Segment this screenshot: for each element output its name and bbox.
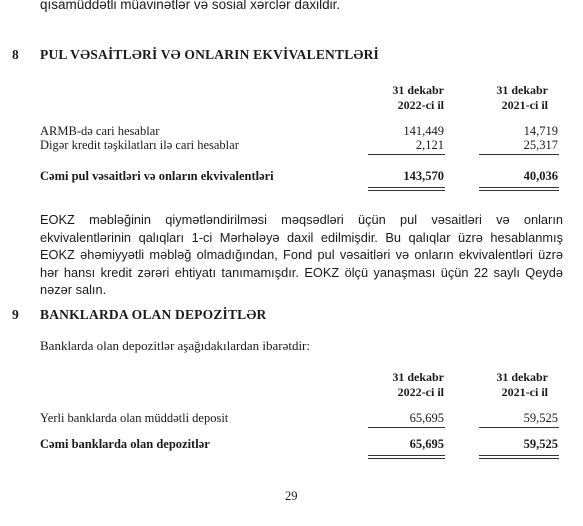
s9-subtotal-rule-2022 [368, 427, 445, 428]
s9-row-1-2022: 65,695 [409, 411, 444, 425]
s8-row-2-2022: 2,121 [415, 138, 444, 152]
section-8-title: PUL VƏSAİTLƏRİ VƏ ONLARIN EKVİVALENTLƏRİ [40, 47, 379, 62]
s8-total-2022: 143,570 [403, 169, 444, 183]
s9-subtotal-rule-2021 [479, 427, 559, 428]
s9-col-2021-header [448, 370, 548, 400]
s8-col-2021-line2: 2021-ci il [501, 98, 548, 112]
section-8-number: 8 [12, 47, 19, 62]
s9-total-2022: 65,695 [409, 437, 444, 451]
s8-col-2022-line1: 31 dekabr [392, 83, 444, 97]
s8-ecl-paragraph: EOKZ məbləğinin qiymətləndirilməsi məqsədləri üçün pul vəsaitləri və onların ekvivalentlərinin qalıqları 1-ci Mərhələyə daxil edilmişdir. Bu qalıqlar üzrə hesablanmış EOKZ əhəmiyyətli məbləğ olmadığından, Fond pul vəsaitləri və onların ekvivalentləri üzrə hər hansı kredit zərəri ehtiyatı tanımamışdır. EOKZ ölçü yanaşması üçün 22 saylı Qeydə nəzər salın. [40, 212, 563, 297]
continuation-text: qısamüddətli müavinətlər və sosial xərclər daxildir. [40, 0, 341, 12]
s9-total-label: Cəmi banklarda olan depozitlər [40, 437, 210, 451]
s8-total-rule-2022-b [368, 190, 445, 191]
s9-col-2022-header [344, 370, 444, 400]
s8-total-2021: 40,036 [523, 169, 558, 183]
s9-row-1-label: Yerli banklarda olan müddətli deposit [40, 411, 229, 425]
section-9-title: BANKLARDA OLAN DEPOZİTLƏR [40, 307, 267, 322]
s8-subtotal-rule-2021 [479, 154, 559, 155]
s8-total-label: Cəmi pul vəsaitləri və onların ekvivalentləri [40, 169, 274, 183]
s8-row-2-2021: 25,317 [523, 138, 558, 152]
s8-row-1-2022: 141,449 [403, 124, 444, 138]
s9-total-rule-2021-a [479, 455, 559, 456]
s9-row-1-2021: 59,525 [523, 411, 558, 425]
s8-total-rule-2021-b [479, 190, 559, 191]
s8-subtotal-rule-2022 [368, 154, 445, 155]
s9-total-rule-2022-b [368, 458, 445, 459]
s9-col-2022-line1: 31 dekabr [392, 370, 444, 384]
s9-total-rule-2021-b [479, 458, 559, 459]
s8-row-1-2021: 14,719 [523, 124, 558, 138]
section-9-number: 9 [12, 307, 19, 322]
s9-total-2021: 59,525 [523, 437, 558, 451]
s9-intro: Banklarda olan depozitlər aşağıdakılardan ibarətdir: [40, 338, 310, 353]
s8-col-2021-header [448, 83, 548, 113]
s8-row-1-label: ARMB-də cari hesablar [40, 124, 160, 138]
s9-total-rule-2022-a [368, 455, 445, 456]
s9-col-2021-line1: 31 dekabr [496, 370, 548, 384]
s9-col-2022-line2: 2022-ci il [397, 385, 444, 399]
s8-col-2022-header [344, 83, 444, 113]
page-number: 29 [285, 489, 298, 503]
s8-col-2022-line2: 2022-ci il [397, 98, 444, 112]
s8-row-2-label: Digər kredit təşkilatları ilə cari hesablar [40, 138, 239, 152]
s8-total-rule-2021-a [479, 187, 559, 188]
s9-col-2021-line2: 2021-ci il [501, 385, 548, 399]
s8-total-rule-2022-a [368, 187, 445, 188]
s8-col-2021-line1: 31 dekabr [496, 83, 548, 97]
